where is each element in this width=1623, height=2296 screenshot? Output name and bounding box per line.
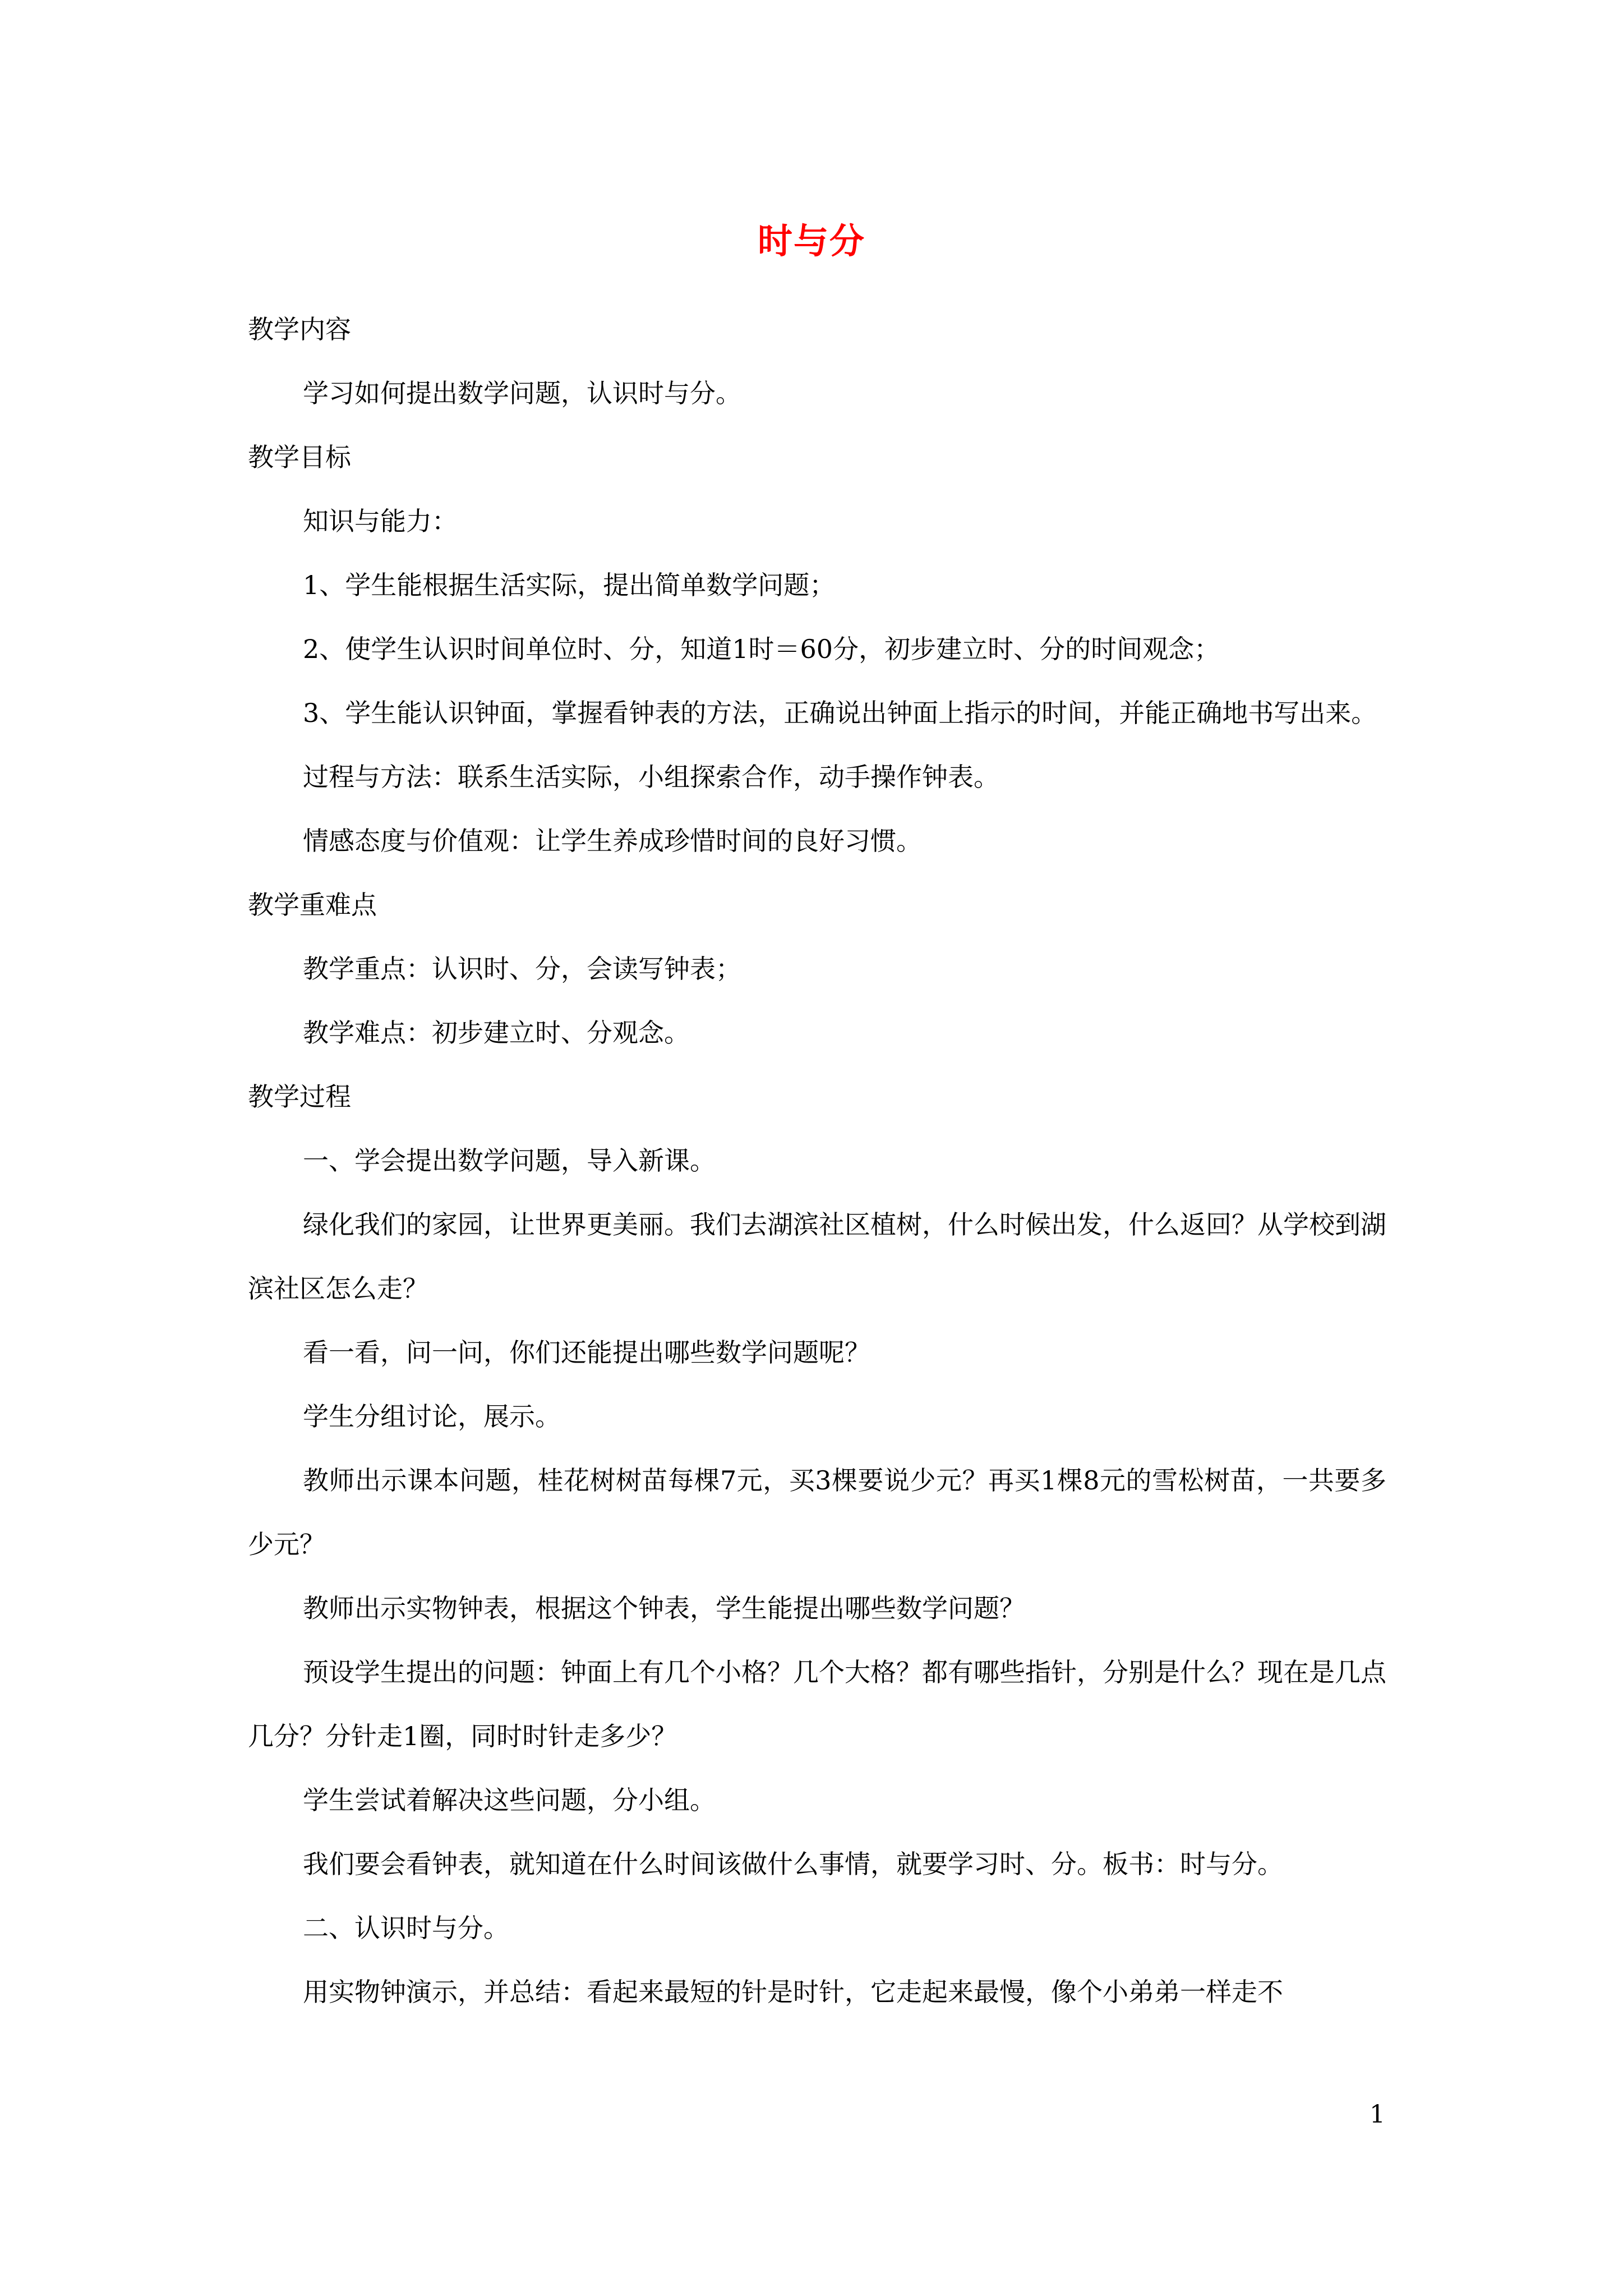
paragraph: 我们要会看钟表，就知道在什么时间该做什么事情，就要学习时、分。板书：时与分。 — [303, 1849, 1283, 1879]
page-number: 1 — [1370, 2100, 1385, 2129]
paragraph: 情感态度与价值观：让学生养成珍惜时间的良好习惯。 — [303, 826, 922, 856]
paragraph: 学生尝试着解决这些问题，分小组。 — [303, 1785, 716, 1815]
paragraph: 3、学生能认识钟面，掌握看钟表的方法，正确说出钟面上指示的时间，并能正确地书写出来。 — [303, 698, 1377, 728]
section-heading-key-points: 教学重难点 — [248, 890, 377, 920]
section-heading-objectives: 教学目标 — [248, 442, 351, 472]
paragraph: 学生分组讨论，展示。 — [303, 1401, 561, 1432]
paragraph: 教学重点：认识时、分，会读写钟表； — [303, 954, 741, 984]
paragraph: 二、认识时与分。 — [303, 1913, 509, 1943]
paragraph: 用实物钟演示，并总结：看起来最短的针是时针，它走起来最慢，像个小弟弟一样走不 — [303, 1977, 1283, 2007]
section-heading-process: 教学过程 — [248, 1082, 351, 1112]
paragraph: 绿化我们的家园，让世界更美丽。我们去湖滨社区植树，什么时候出发，什么返回？从学校到湖滨社区怎么走？ — [248, 1209, 1386, 1304]
paragraph: 一、学会提出数学问题，导入新课。 — [303, 1145, 716, 1176]
paragraph: 教师出示实物钟表，根据这个钟表，学生能提出哪些数学问题？ — [303, 1593, 1025, 1623]
paragraph: 学习如何提出数学问题，认识时与分。 — [303, 378, 741, 408]
paragraph: 预设学生提出的问题：钟面上有几个小格？几个大格？都有哪些指针，分别是什么？现在是几点几分？分针走1圈，同时时针走多少？ — [248, 1657, 1386, 1751]
paragraph: 教学难点：初步建立时、分观念。 — [303, 1018, 690, 1048]
document-body — [248, 297, 1386, 2024]
paragraph: 过程与方法：联系生活实际，小组探索合作，动手操作钟表。 — [303, 762, 999, 792]
paragraph: 1、学生能根据生活实际，提出简单数学问题； — [303, 570, 836, 600]
paragraph: 教师出示课本问题，桂花树树苗每棵7元，买3棵要说少元？再买1棵8元的雪松树苗，一共要多少元？ — [248, 1465, 1386, 1559]
paragraph: 2、使学生认识时间单位时、分，知道1时＝60分，初步建立时、分的时间观念； — [303, 634, 1220, 664]
paragraph: 知识与能力： — [303, 506, 458, 536]
section-heading-content: 教学内容 — [248, 314, 351, 344]
paragraph: 看一看，问一问，你们还能提出哪些数学问题呢？ — [303, 1337, 870, 1368]
document-title: 时与分 — [757, 220, 865, 261]
